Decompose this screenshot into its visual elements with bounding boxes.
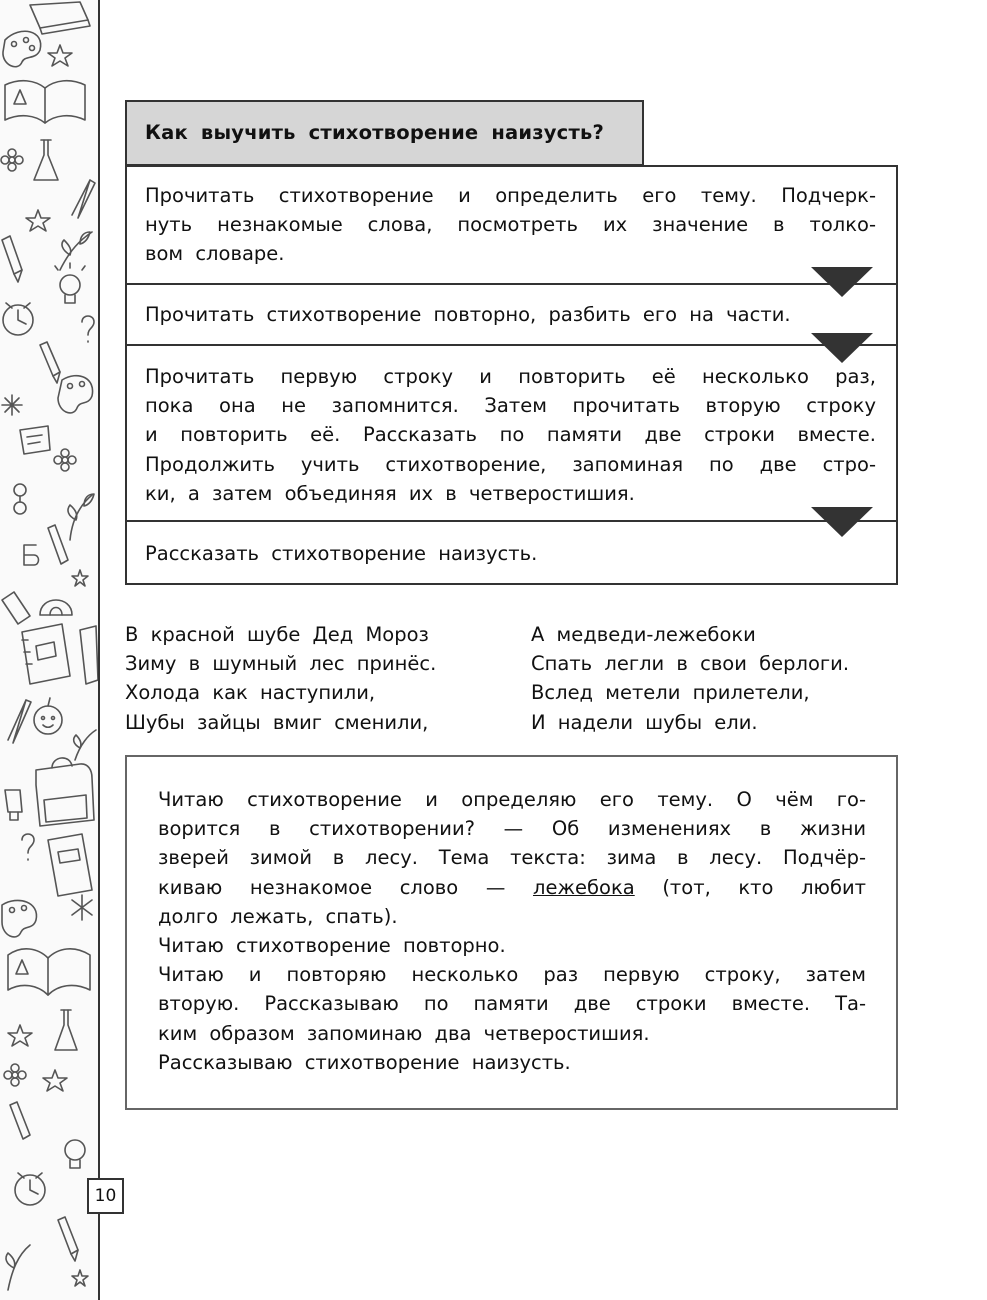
answer-fragment: киваю незнакомое слово —	[158, 875, 506, 899]
decorative-sidebar	[0, 0, 100, 1300]
apple-icon	[34, 698, 62, 734]
star-icon	[8, 1025, 32, 1046]
poem-line: Шубы зайцы вмиг сменили,	[125, 710, 429, 734]
step-3	[127, 362, 896, 508]
leaf-icon	[74, 730, 96, 760]
brush-icon	[72, 180, 95, 218]
poem-line: И надели шубы ели.	[531, 710, 758, 734]
question-mark-icon	[22, 834, 34, 860]
steps-box	[125, 165, 898, 585]
sparkle-icon	[2, 395, 22, 415]
step-text-line: нуть незнакомые слова, посмотреть их значение в толко-	[145, 213, 876, 237]
backpack-icon	[36, 758, 94, 826]
poem-line: А медведи-лежебоки	[531, 623, 756, 646]
book-icon	[48, 834, 92, 896]
answer-line: вторую. Рассказываю по памяти две строки вместе. Та-	[158, 992, 866, 1016]
star-icon	[72, 570, 88, 586]
pencil-icon	[40, 342, 60, 383]
notebook-icon	[22, 624, 70, 684]
answer-line: ким образом запоминаю два четверостишия.	[158, 1021, 650, 1045]
flask-icon	[34, 140, 58, 180]
open-book-icon	[5, 81, 85, 123]
book-icon	[30, 2, 90, 34]
open-book-icon	[8, 949, 90, 995]
answer-line: зверей зимой в лесу. Тема текста: зима в лесу. Подчёр-	[158, 846, 866, 870]
protractor-icon	[40, 600, 72, 615]
step-text-line: и повторить её. Рассказать по памяти две строки вместе.	[145, 423, 876, 447]
poem-line: Спать легли в свои берлоги.	[531, 652, 850, 676]
book-icon	[80, 626, 98, 684]
answer-line: долго лежать, спать).	[158, 904, 398, 928]
poem-left-column	[125, 620, 436, 737]
answer-line	[158, 873, 866, 902]
star-icon	[48, 45, 72, 66]
answer-line: ворится в стихотворении? — Об изменениях в жизни	[158, 817, 866, 841]
step-divider	[127, 283, 896, 285]
leaf-icon	[68, 494, 94, 540]
bulb-icon	[5, 790, 22, 820]
ruler-icon	[2, 592, 30, 624]
answer-line: Читаю и повторяю несколько раз первую строку, затем	[158, 963, 866, 987]
pencil-icon	[58, 1217, 78, 1261]
step-text-line: Рассказать стихотворение наизусть.	[145, 542, 538, 565]
palette-icon	[2, 900, 36, 937]
palette-icon	[3, 31, 41, 66]
sparkle-icon	[72, 895, 92, 920]
step-text-line: Прочитать стихотворение и определить его тему. Подчерк-	[145, 184, 876, 207]
step-divider	[127, 520, 896, 522]
star-icon	[43, 1070, 67, 1091]
answer-line: Читаю стихотворение и определяю его тему. О чём го-	[158, 788, 866, 811]
flower-icon	[4, 1064, 26, 1086]
clock-icon	[15, 1173, 45, 1205]
bulb-icon	[65, 1140, 85, 1168]
palette-icon	[58, 376, 93, 413]
step-text-line: Прочитать стихотворение повторно, разбить его на части.	[145, 303, 791, 326]
bulb-icon	[55, 263, 85, 303]
poem-right-column	[531, 620, 849, 737]
doodle-pattern	[0, 0, 98, 1300]
step-text-line: вом словаре.	[145, 242, 285, 266]
flower-icon	[1, 149, 23, 171]
poem-line: Вслед метели прилетели,	[531, 681, 810, 705]
step-1	[127, 181, 896, 269]
leaf-icon	[6, 1245, 30, 1290]
pencil-icon	[2, 236, 22, 282]
flask-icon	[55, 1010, 77, 1050]
step-divider	[127, 344, 896, 346]
step-text-line: Прочитать первую строку и повторить её несколько раз,	[145, 365, 876, 388]
answer-line: Читаю стихотворение повторно.	[158, 933, 506, 957]
pencil-icon	[48, 525, 68, 564]
step-text-line: ки, а затем объединяя их в четверостишия.	[145, 481, 635, 505]
step-2	[127, 300, 896, 329]
section-title: Как выучить стихотворение наизусть?	[125, 100, 644, 166]
star-icon	[72, 1270, 88, 1286]
step-text-line: пока она не запомнится. Затем прочитать вторую строку	[145, 394, 876, 418]
poem-line: В красной шубе Дед Мороз	[125, 623, 429, 646]
question-mark-icon	[82, 316, 94, 342]
pencil-icon	[10, 1102, 30, 1139]
star-icon	[26, 210, 50, 231]
down-arrow-icon	[811, 267, 873, 297]
glasses-icon	[14, 484, 26, 514]
down-arrow-icon	[811, 333, 873, 363]
answer-fragment: (тот, кто любит	[662, 875, 867, 899]
clock-icon	[3, 303, 33, 335]
poem-line: Зиму в шумный лес принёс.	[125, 652, 437, 676]
step-4	[127, 539, 896, 568]
down-arrow-icon	[811, 507, 873, 537]
flower-icon	[54, 449, 76, 471]
note-icon	[20, 426, 50, 454]
leaf-icon	[60, 232, 92, 270]
underlined-word: лежебока	[532, 875, 635, 899]
page-number: 10	[87, 1178, 124, 1214]
poem-line: Холода как наступили,	[125, 681, 376, 705]
answer-line: Рассказываю стихотворение наизусть.	[158, 1050, 571, 1074]
brush-icon	[8, 700, 31, 743]
answer-box	[125, 755, 898, 1110]
letter-icon	[24, 545, 39, 565]
step-text-line: Продолжить учить стихотворение, запоминая по две стро-	[145, 452, 876, 476]
answer-text	[158, 785, 866, 1077]
